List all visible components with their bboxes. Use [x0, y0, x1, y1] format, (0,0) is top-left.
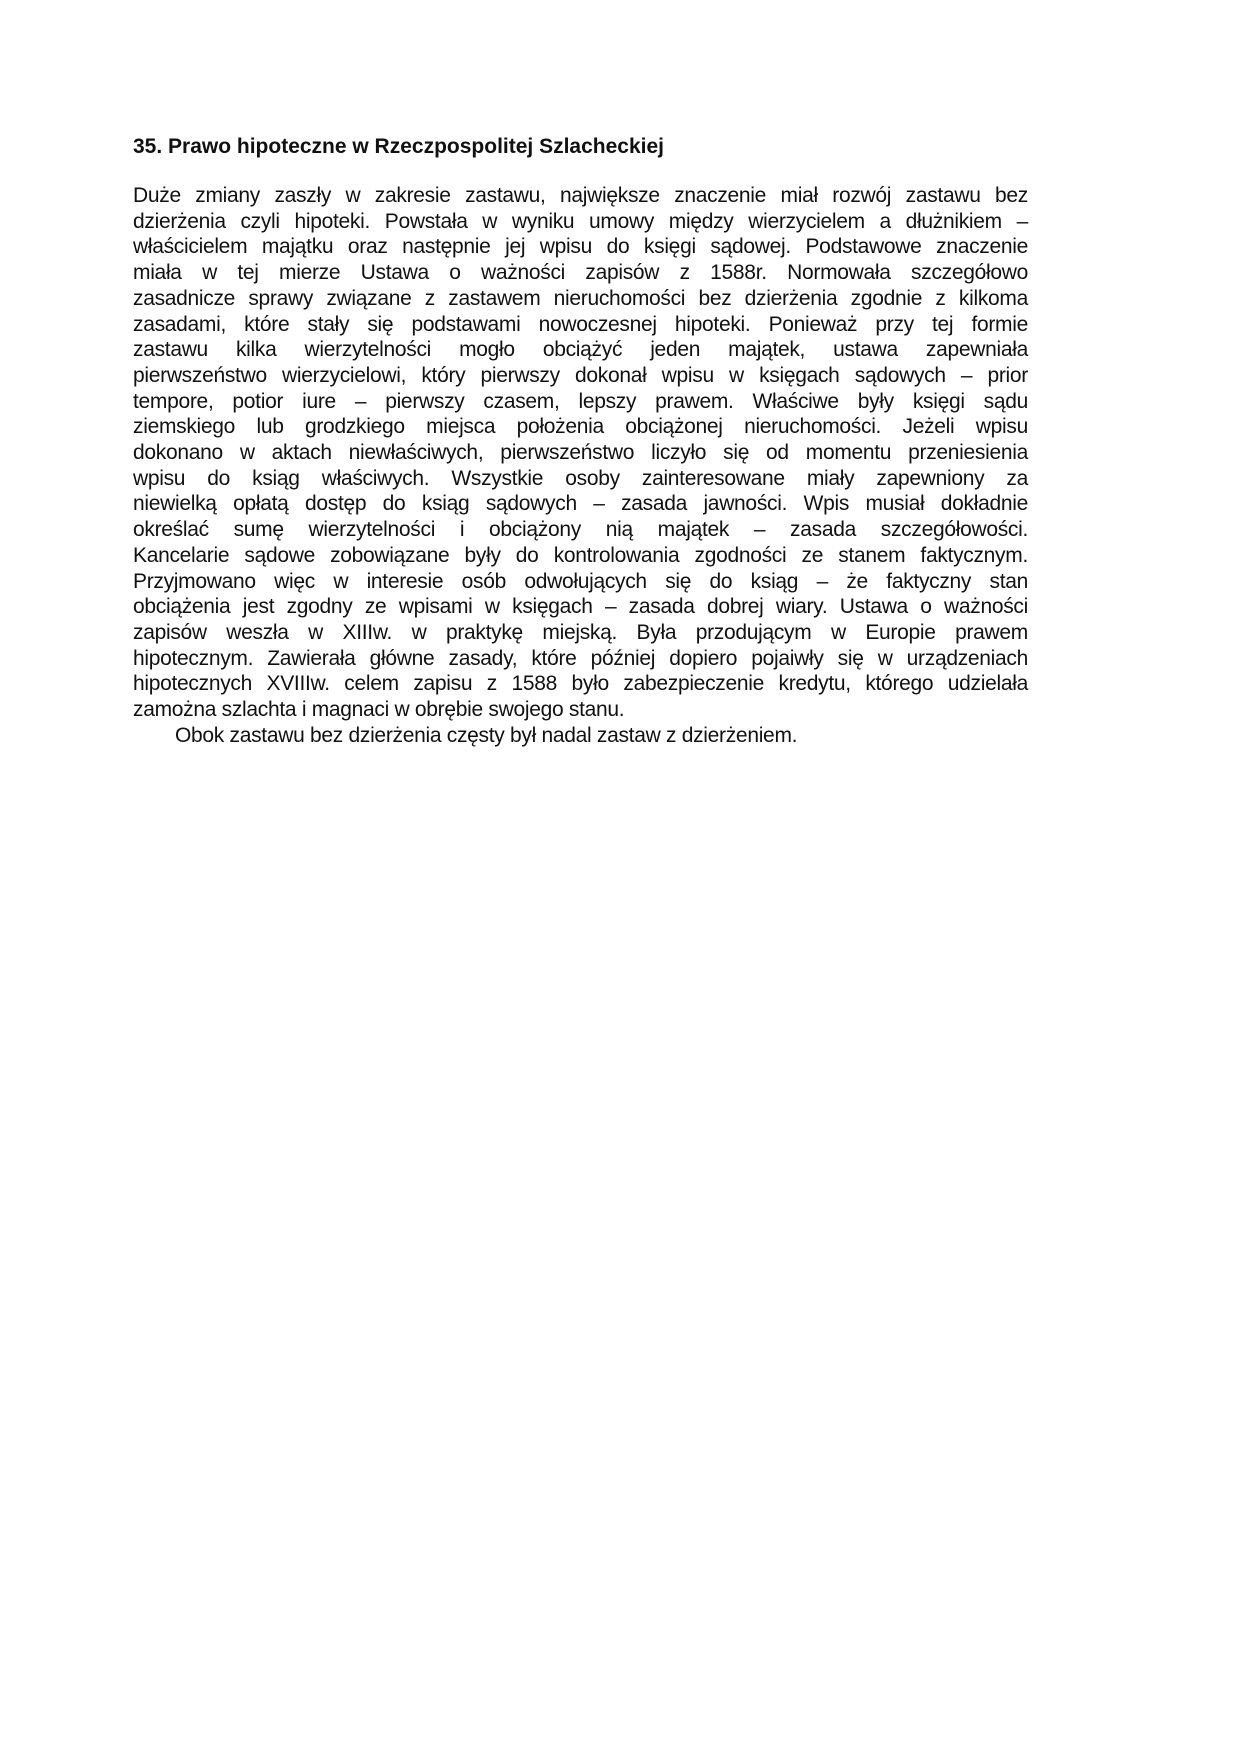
text-line: tempore, potior iure – pierwszy czasem, lepszy prawem. Właściwe były księgi sądu — [133, 389, 1028, 413]
text-line: hipotecznym. Zawierała główne zasady, które później dopiero pojaiwły się w urządzeniach — [133, 646, 1028, 670]
text-line: zasadami, które stały się podstawami nowoczesnej hipoteki. Ponieważ przy tej formie — [133, 312, 1028, 336]
text-line: obciążenia jest zgodny ze wpisami w księgach – zasada dobrej wiary. Ustawa o ważności — [133, 595, 1028, 619]
text-line: właścicielem majątku oraz następnie jej wpisu do księgi sądowej. Podstawowe znaczenie — [133, 235, 1028, 259]
text-line: niewielką opłatą dostęp do ksiąg sądowych – zasada jawności. Wpis musiał dokładnie — [133, 492, 1028, 516]
text-line: miała w tej mierze Ustawa o ważności zapisów z 1588r. Normowała szczegółowo — [133, 261, 1028, 285]
text-line: dokonano w aktach niewłaściwych, pierwszeństwo liczyło się od momentu przeniesienia — [133, 441, 1028, 465]
text-line: Kancelarie sądowe zobowiązane były do kontrolowania zgodności ze stanem faktycznym. — [133, 543, 1028, 567]
text-line: dzierżenia czyli hipoteki. Powstała w wyniku umowy między wierzycielem a dłużnikiem – — [133, 209, 1028, 233]
text-line: pierwszeństwo wierzycielowi, który pierwszy dokonał wpisu w księgach sądowych – prior — [133, 363, 1028, 387]
text-line: określać sumę wierzytelności i obciążony nią majątek – zasada szczegółowości. — [133, 518, 1028, 542]
text-line: zasadnicze sprawy związane z zastawem nieruchomości bez dzierżenia zgodnie z kilkoma — [133, 286, 1028, 310]
text-line: zapisów weszła w XIIIw. w praktykę miejską. Była przodującym w Europie prawem — [133, 620, 1028, 644]
text-line: hipotecznych XVIIIw. celem zapisu z 1588 było zabezpieczenie kredytu, którego udzielała — [133, 672, 1028, 696]
paragraph-2: Obok zastawu bez dzierżenia częsty był nadal zastaw z dzierżeniem. — [175, 723, 798, 747]
text-line: Duże zmiany zaszły w zakresie zastawu, największe znaczenie miał rozwój zastawu bez — [133, 184, 1028, 207]
document-page — [133, 134, 1028, 748]
text-line: ziemskiego lub grodzkiego miejsca położenia obciążonej nieruchomości. Jeżeli wpisu — [133, 415, 1028, 439]
document-title: 35. Prawo hipoteczne w Rzeczpospolitej Szlacheckiej — [133, 135, 664, 158]
text-line: wpisu do ksiąg właściwych. Wszystkie osoby zainteresowane miały zapewniony za — [133, 466, 1028, 490]
text-line: zamożna szlachta i magnaci w obrębie swojego stanu. — [133, 698, 625, 722]
paragraph-1 — [133, 183, 1028, 723]
text-line: zastawu kilka wierzytelności mogło obciążyć jeden majątek, ustawa zapewniała — [133, 338, 1028, 362]
text-line: Przyjmowano więc w interesie osób odwołujących się do ksiąg – że faktyczny stan — [133, 569, 1028, 593]
